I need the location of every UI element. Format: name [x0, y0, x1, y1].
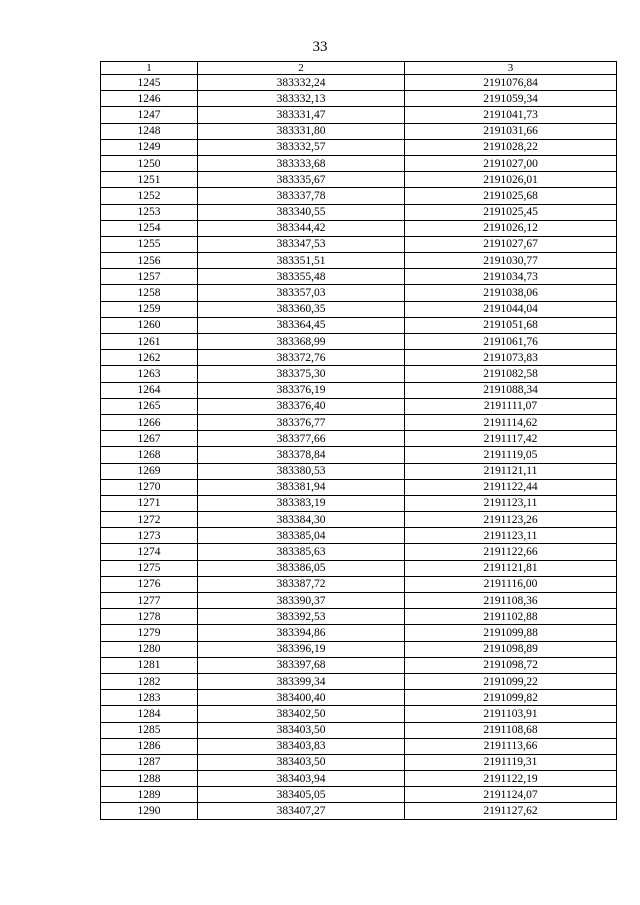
table-row — [101, 528, 617, 544]
x-coordinate-cell: 383332,13 — [198, 91, 405, 107]
point-number-cell: 1277 — [101, 593, 198, 609]
table-row — [101, 625, 617, 641]
y-coordinate-cell: 2191059,34 — [405, 91, 617, 107]
table-row — [101, 91, 617, 107]
y-coordinate-cell: 2191099,88 — [405, 625, 617, 641]
y-coordinate-cell: 2191116,00 — [405, 576, 617, 592]
y-coordinate-cell: 2191122,66 — [405, 544, 617, 560]
x-coordinate-cell: 383394,86 — [198, 625, 405, 641]
table-row — [101, 787, 617, 803]
y-coordinate-cell: 2191123,11 — [405, 528, 617, 544]
x-coordinate-cell: 383392,53 — [198, 609, 405, 625]
y-coordinate-cell: 2191122,44 — [405, 479, 617, 495]
y-coordinate-cell: 2191028,22 — [405, 139, 617, 155]
table-row — [101, 172, 617, 188]
table-body — [101, 75, 617, 820]
x-coordinate-cell: 383397,68 — [198, 657, 405, 673]
table-row — [101, 285, 617, 301]
point-number-cell: 1258 — [101, 285, 198, 301]
y-coordinate-cell: 2191103,91 — [405, 706, 617, 722]
table-row — [101, 139, 617, 155]
point-number-cell: 1265 — [101, 398, 198, 414]
table-row — [101, 220, 617, 236]
table-row — [101, 366, 617, 382]
y-coordinate-cell: 2191111,07 — [405, 398, 617, 414]
table-row — [101, 334, 617, 350]
point-number-cell: 1281 — [101, 657, 198, 673]
point-number-cell: 1274 — [101, 544, 198, 560]
point-number-cell: 1267 — [101, 431, 198, 447]
y-coordinate-cell: 2191102,88 — [405, 609, 617, 625]
y-coordinate-cell: 2191073,83 — [405, 350, 617, 366]
x-coordinate-cell: 383332,57 — [198, 139, 405, 155]
point-number-cell: 1247 — [101, 107, 198, 123]
y-coordinate-cell: 2191034,73 — [405, 269, 617, 285]
table-row — [101, 512, 617, 528]
table-row — [101, 123, 617, 139]
point-number-cell: 1260 — [101, 317, 198, 333]
point-number-cell: 1271 — [101, 495, 198, 511]
y-coordinate-cell: 2191114,62 — [405, 414, 617, 430]
y-coordinate-cell: 2191061,76 — [405, 334, 617, 350]
point-number-cell: 1280 — [101, 641, 198, 657]
y-coordinate-cell: 2191030,77 — [405, 253, 617, 269]
y-coordinate-cell: 2191025,45 — [405, 204, 617, 220]
y-coordinate-cell: 2191099,22 — [405, 673, 617, 689]
table-row — [101, 479, 617, 495]
point-number-cell: 1288 — [101, 771, 198, 787]
y-coordinate-cell: 2191123,11 — [405, 495, 617, 511]
table-row — [101, 771, 617, 787]
x-coordinate-cell: 383403,50 — [198, 722, 405, 738]
x-coordinate-cell: 383337,78 — [198, 188, 405, 204]
y-coordinate-cell: 2191108,68 — [405, 722, 617, 738]
point-number-cell: 1290 — [101, 803, 198, 819]
table-row — [101, 107, 617, 123]
point-number-cell: 1276 — [101, 576, 198, 592]
point-number-cell: 1275 — [101, 560, 198, 576]
table-row — [101, 803, 617, 819]
table-row — [101, 495, 617, 511]
x-coordinate-cell: 383402,50 — [198, 706, 405, 722]
y-coordinate-cell: 2191123,26 — [405, 512, 617, 528]
y-coordinate-cell: 2191027,67 — [405, 236, 617, 252]
y-coordinate-cell: 2191127,62 — [405, 803, 617, 819]
table-row — [101, 706, 617, 722]
point-number-cell: 1273 — [101, 528, 198, 544]
table-row — [101, 738, 617, 754]
point-number-cell: 1268 — [101, 447, 198, 463]
y-coordinate-cell: 2191098,72 — [405, 657, 617, 673]
y-coordinate-cell: 2191098,89 — [405, 641, 617, 657]
table-row — [101, 722, 617, 738]
point-number-cell: 1263 — [101, 366, 198, 382]
x-coordinate-cell: 383378,84 — [198, 447, 405, 463]
x-coordinate-cell: 383380,53 — [198, 463, 405, 479]
y-coordinate-cell: 2191051,68 — [405, 317, 617, 333]
y-coordinate-cell: 2191027,00 — [405, 155, 617, 171]
table-row — [101, 576, 617, 592]
page-number: 33 — [312, 39, 328, 55]
table-row — [101, 188, 617, 204]
x-coordinate-cell: 383400,40 — [198, 690, 405, 706]
point-number-cell: 1255 — [101, 236, 198, 252]
table-row — [101, 754, 617, 770]
x-coordinate-cell: 383332,24 — [198, 75, 405, 91]
column-header-1: 1 — [101, 62, 198, 75]
table-row — [101, 301, 617, 317]
table-row — [101, 236, 617, 252]
x-coordinate-cell: 383403,50 — [198, 754, 405, 770]
table-header-row — [101, 62, 617, 75]
x-coordinate-cell: 383368,99 — [198, 334, 405, 350]
point-number-cell: 1257 — [101, 269, 198, 285]
table-row — [101, 317, 617, 333]
table-row — [101, 641, 617, 657]
point-number-cell: 1262 — [101, 350, 198, 366]
point-number-cell: 1256 — [101, 253, 198, 269]
y-coordinate-cell: 2191026,12 — [405, 220, 617, 236]
x-coordinate-cell: 383344,42 — [198, 220, 405, 236]
point-number-cell: 1264 — [101, 382, 198, 398]
y-coordinate-cell: 2191124,07 — [405, 787, 617, 803]
table-row — [101, 414, 617, 430]
x-coordinate-cell: 383381,94 — [198, 479, 405, 495]
table-row — [101, 690, 617, 706]
x-coordinate-cell: 383364,45 — [198, 317, 405, 333]
y-coordinate-cell: 2191031,66 — [405, 123, 617, 139]
table-row — [101, 544, 617, 560]
point-number-cell: 1270 — [101, 479, 198, 495]
table-row — [101, 673, 617, 689]
point-number-cell: 1284 — [101, 706, 198, 722]
y-coordinate-cell: 2191038,06 — [405, 285, 617, 301]
point-number-cell: 1251 — [101, 172, 198, 188]
table-row — [101, 560, 617, 576]
y-coordinate-cell: 2191117,42 — [405, 431, 617, 447]
table-row — [101, 155, 617, 171]
x-coordinate-cell: 383407,27 — [198, 803, 405, 819]
point-number-cell: 1269 — [101, 463, 198, 479]
point-number-cell: 1278 — [101, 609, 198, 625]
point-number-cell: 1279 — [101, 625, 198, 641]
point-number-cell: 1250 — [101, 155, 198, 171]
x-coordinate-cell: 383333,68 — [198, 155, 405, 171]
table-row — [101, 463, 617, 479]
table-row — [101, 253, 617, 269]
x-coordinate-cell: 383405,05 — [198, 787, 405, 803]
x-coordinate-cell: 383376,40 — [198, 398, 405, 414]
x-coordinate-cell: 383386,05 — [198, 560, 405, 576]
column-header-2: 2 — [198, 62, 405, 75]
table-row — [101, 269, 617, 285]
x-coordinate-cell: 383376,19 — [198, 382, 405, 398]
point-number-cell: 1245 — [101, 75, 198, 91]
y-coordinate-cell: 2191041,73 — [405, 107, 617, 123]
x-coordinate-cell: 383331,80 — [198, 123, 405, 139]
y-coordinate-cell: 2191122,19 — [405, 771, 617, 787]
x-coordinate-cell: 383387,72 — [198, 576, 405, 592]
table-row — [101, 593, 617, 609]
x-coordinate-cell: 383383,19 — [198, 495, 405, 511]
table-row — [101, 75, 617, 91]
x-coordinate-cell: 383375,30 — [198, 366, 405, 382]
x-coordinate-cell: 383403,94 — [198, 771, 405, 787]
y-coordinate-cell: 2191044,04 — [405, 301, 617, 317]
x-coordinate-cell: 383340,55 — [198, 204, 405, 220]
x-coordinate-cell: 383347,53 — [198, 236, 405, 252]
point-number-cell: 1246 — [101, 91, 198, 107]
y-coordinate-cell: 2191121,11 — [405, 463, 617, 479]
x-coordinate-cell: 383403,83 — [198, 738, 405, 754]
point-number-cell: 1259 — [101, 301, 198, 317]
point-number-cell: 1254 — [101, 220, 198, 236]
x-coordinate-cell: 383335,67 — [198, 172, 405, 188]
x-coordinate-cell: 383351,51 — [198, 253, 405, 269]
x-coordinate-cell: 383376,77 — [198, 414, 405, 430]
point-number-cell: 1252 — [101, 188, 198, 204]
point-number-cell: 1282 — [101, 673, 198, 689]
point-number-cell: 1248 — [101, 123, 198, 139]
table-row — [101, 382, 617, 398]
y-coordinate-cell: 2191026,01 — [405, 172, 617, 188]
point-number-cell: 1289 — [101, 787, 198, 803]
point-number-cell: 1253 — [101, 204, 198, 220]
x-coordinate-cell: 383385,63 — [198, 544, 405, 560]
point-number-cell: 1286 — [101, 738, 198, 754]
x-coordinate-cell: 383372,76 — [198, 350, 405, 366]
y-coordinate-cell: 2191119,31 — [405, 754, 617, 770]
table-row — [101, 657, 617, 673]
y-coordinate-cell: 2191119,05 — [405, 447, 617, 463]
y-coordinate-cell: 2191025,68 — [405, 188, 617, 204]
coordinates-table — [100, 61, 617, 820]
table-row — [101, 398, 617, 414]
x-coordinate-cell: 383384,30 — [198, 512, 405, 528]
table-row — [101, 204, 617, 220]
y-coordinate-cell: 2191088,34 — [405, 382, 617, 398]
table-row — [101, 350, 617, 366]
x-coordinate-cell: 383331,47 — [198, 107, 405, 123]
y-coordinate-cell: 2191082,58 — [405, 366, 617, 382]
x-coordinate-cell: 383399,34 — [198, 673, 405, 689]
x-coordinate-cell: 383377,66 — [198, 431, 405, 447]
point-number-cell: 1261 — [101, 334, 198, 350]
point-number-cell: 1249 — [101, 139, 198, 155]
x-coordinate-cell: 383396,19 — [198, 641, 405, 657]
x-coordinate-cell: 383390,37 — [198, 593, 405, 609]
table-row — [101, 431, 617, 447]
point-number-cell: 1287 — [101, 754, 198, 770]
point-number-cell: 1285 — [101, 722, 198, 738]
point-number-cell: 1283 — [101, 690, 198, 706]
x-coordinate-cell: 383355,48 — [198, 269, 405, 285]
y-coordinate-cell: 2191076,84 — [405, 75, 617, 91]
point-number-cell: 1266 — [101, 414, 198, 430]
table-row — [101, 447, 617, 463]
x-coordinate-cell: 383385,04 — [198, 528, 405, 544]
y-coordinate-cell: 2191113,66 — [405, 738, 617, 754]
x-coordinate-cell: 383360,35 — [198, 301, 405, 317]
x-coordinate-cell: 383357,03 — [198, 285, 405, 301]
table-row — [101, 609, 617, 625]
y-coordinate-cell: 2191108,36 — [405, 593, 617, 609]
column-header-3: 3 — [405, 62, 617, 75]
point-number-cell: 1272 — [101, 512, 198, 528]
y-coordinate-cell: 2191099,82 — [405, 690, 617, 706]
y-coordinate-cell: 2191121,81 — [405, 560, 617, 576]
